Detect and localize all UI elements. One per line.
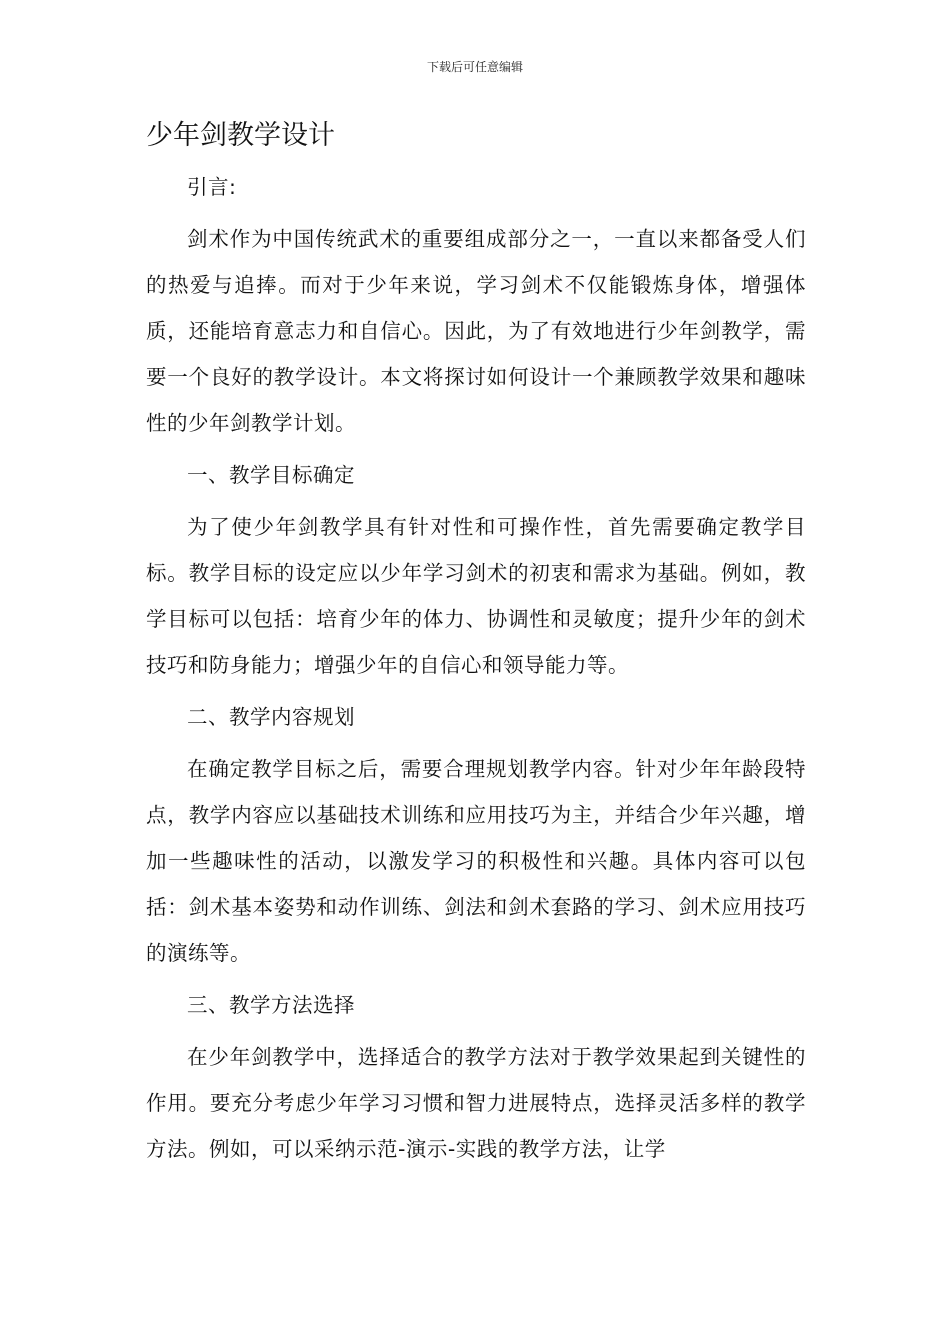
section-heading-goals: 一、教学目标确定 (187, 463, 355, 487)
page-header-note: 下载后可任意编辑 (426, 60, 523, 74)
section-heading-methods: 三、教学方法选择 (187, 993, 355, 1017)
section-body-content: 在确定教学目标之后，需要合理规划教学内容。针对少年年龄段特点，教学内容应以基础技术训练和应用技巧为主，并结合少年兴趣，增加一些趣味性的活动，以激发学习的积极性和兴趣。具体内容可以包括：剑术基本姿势和动作训练、剑法和剑术套路的学习、剑术应用技巧的演练等。 (146, 757, 806, 965)
intro-label: 引言: (187, 175, 237, 199)
section-body-methods: 在少年剑教学中，选择适合的教学方法对于教学效果起到关键性的作用。要充分考虑少年学习习惯和智力进展特点，选择灵活多样的教学方法。例如，可以采纳示范-演示-实践的教学方法，让学 (146, 1045, 806, 1161)
document-title: 少年剑教学设计 (146, 120, 335, 151)
section-heading-content: 二、教学内容规划 (187, 705, 355, 729)
document-body (146, 112, 806, 1178)
section-body-goals: 为了使少年剑教学具有针对性和可操作性，首先需要确定教学目标。教学目标的设定应以少年学习剑术的初衷和需求为基础。例如，教学目标可以包括：培育少年的体力、协调性和灵敏度；提升少年的剑术技巧和防身能力；增强少年的自信心和领导能力等。 (146, 515, 806, 677)
intro-paragraph: 剑术作为中国传统武术的重要组成部分之一，一直以来都备受人们的热爱与追捧。而对于少年来说，学习剑术不仅能锻炼身体，增强体质，还能培育意志力和自信心。因此，为了有效地进行少年剑教学，需要一个良好的教学设计。本文将探讨如何设计一个兼顾教学效果和趣味性的少年剑教学计划。 (146, 227, 806, 435)
